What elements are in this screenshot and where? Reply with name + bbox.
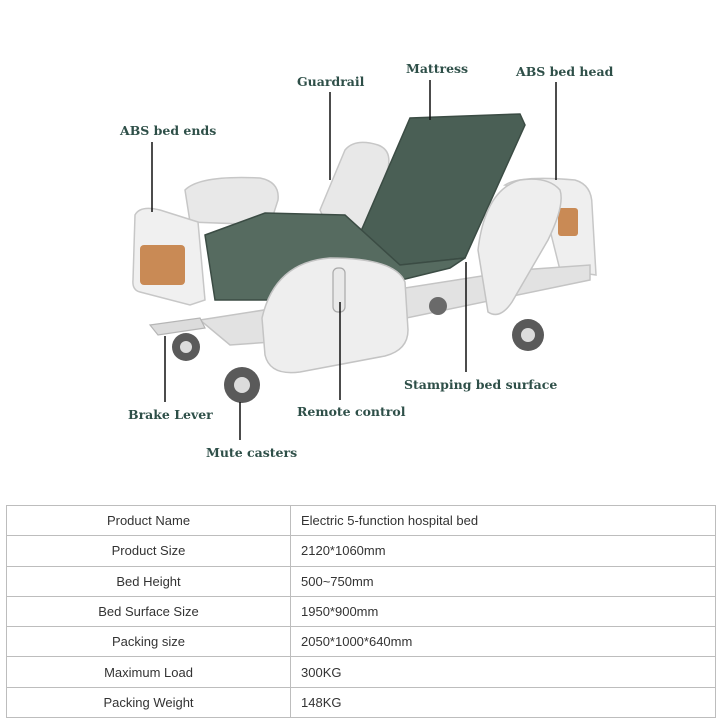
- spec-value: 300KG: [291, 657, 716, 687]
- spec-value: 1950*900mm: [291, 596, 716, 626]
- spec-value: 500~750mm: [291, 566, 716, 596]
- caster-front-left: [172, 333, 200, 361]
- spec-label: Bed Surface Size: [7, 596, 291, 626]
- caster-rear-right: [512, 319, 544, 351]
- spec-label: Product Name: [7, 506, 291, 536]
- bed-head-panel: [558, 208, 578, 236]
- spec-value: 2050*1000*640mm: [291, 627, 716, 657]
- spec-label: Maximum Load: [7, 657, 291, 687]
- callout-abs-bed-head: ABS bed head: [516, 64, 614, 79]
- spec-table: [6, 505, 716, 718]
- remote-control-shape: [333, 268, 345, 312]
- spec-label: Packing size: [7, 627, 291, 657]
- spec-label: Product Size: [7, 536, 291, 566]
- spec-value: 2120*1060mm: [291, 536, 716, 566]
- caster-rear-left: [429, 297, 447, 315]
- callout-mattress: Mattress: [406, 61, 469, 76]
- spec-value: 148KG: [291, 687, 716, 717]
- bed-end-panel: [140, 245, 185, 285]
- callout-stamping-bed-surface: Stamping bed surface: [404, 377, 558, 392]
- table-row: [7, 627, 716, 657]
- table-row: [7, 596, 716, 626]
- table-row: [7, 657, 716, 687]
- callout-brake-lever: Brake Lever: [128, 407, 213, 422]
- callout-remote-control: Remote control: [297, 404, 406, 419]
- spec-value: Electric 5-function hospital bed: [291, 506, 716, 536]
- table-row: [7, 506, 716, 536]
- table-row: [7, 687, 716, 717]
- spec-label: Bed Height: [7, 566, 291, 596]
- spec-label: Packing Weight: [7, 687, 291, 717]
- table-row: [7, 536, 716, 566]
- callout-guardrail: Guardrail: [297, 74, 365, 89]
- table-row: [7, 566, 716, 596]
- caster-front-right: [224, 367, 260, 403]
- callout-mute-casters: Mute casters: [206, 445, 298, 460]
- callout-abs-bed-ends: ABS bed ends: [120, 123, 217, 138]
- brake-lever-shape: [150, 318, 205, 335]
